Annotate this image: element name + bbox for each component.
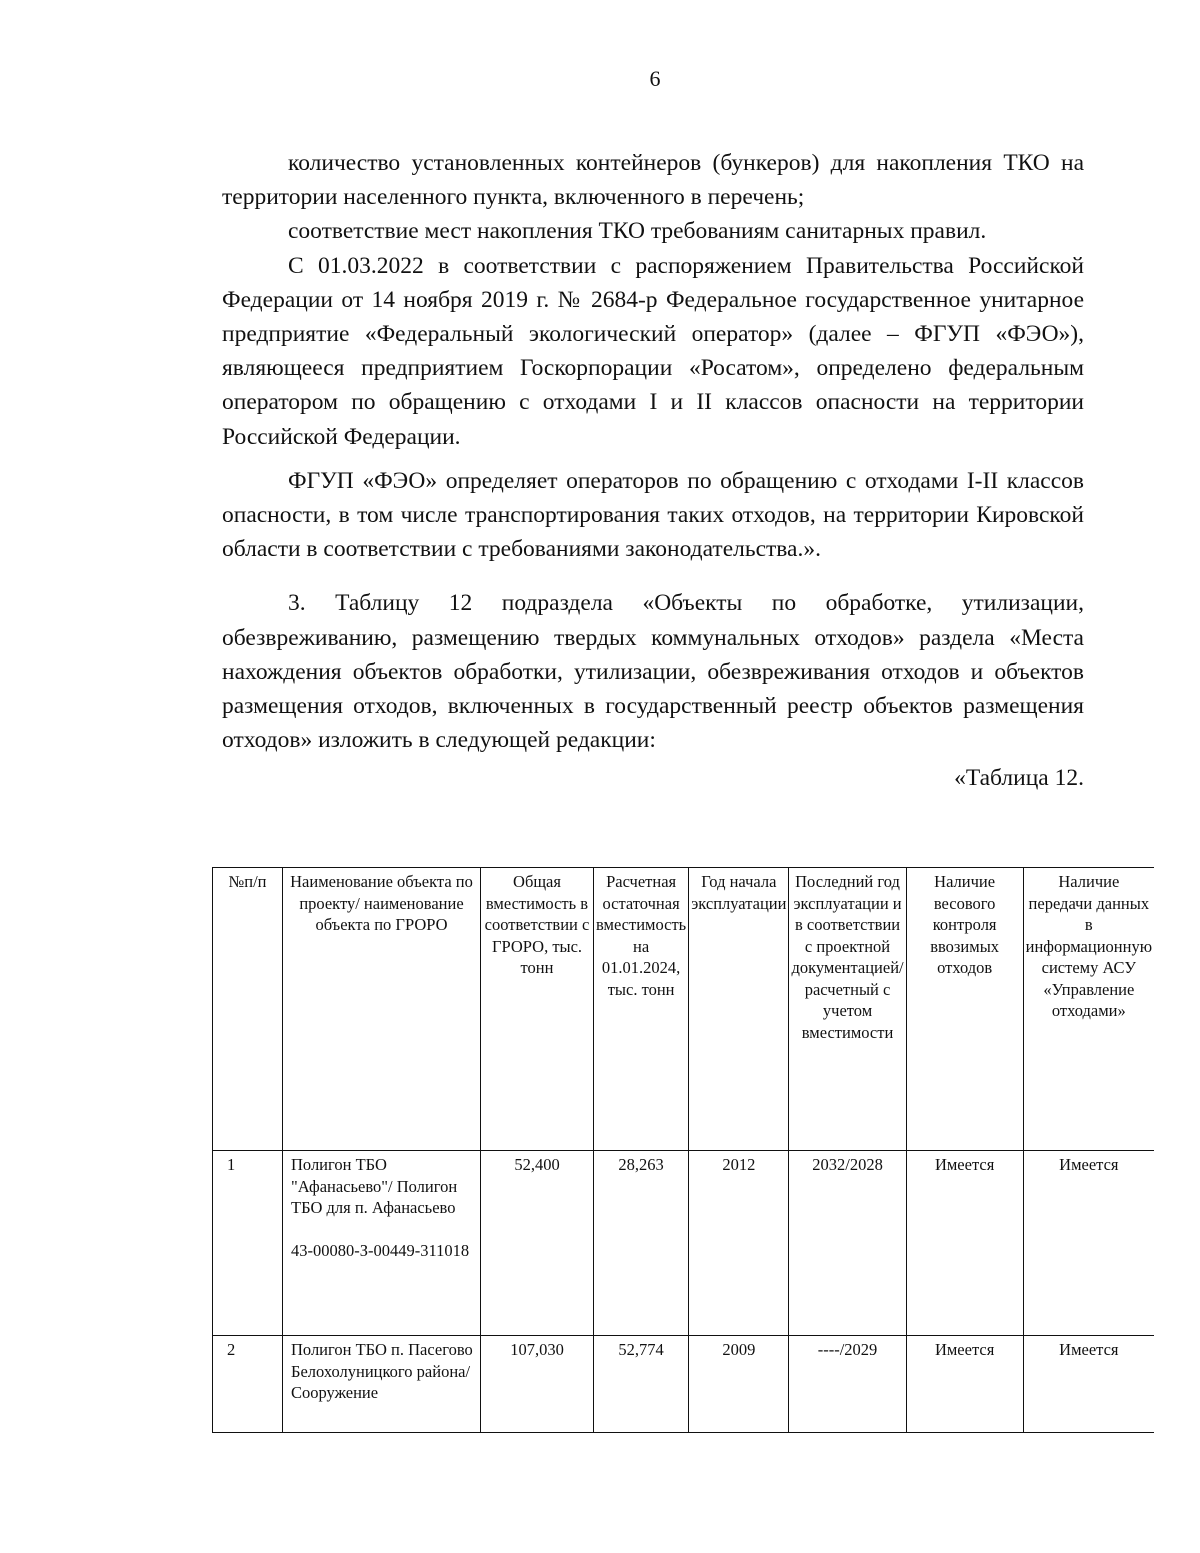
page-number: 6 [649,66,661,91]
cell-weight-control: Имеется [906,1151,1023,1336]
cell-last-year: 2032/2028 [789,1151,906,1336]
facility-name: Полигон ТБО "Афанасьево"/ Полигон ТБО для п. Афанасьево [291,1155,458,1217]
column-header-data-transfer: Наличие передачи данных в информационную систему АСУ «Управление отходами» [1023,868,1154,1151]
table-row [213,1151,1155,1336]
cell-number: 2 [213,1336,283,1433]
table-caption: «Таблица 12. [954,765,1084,792]
table-header-row [213,868,1155,1151]
cell-capacity: 107,030 [481,1336,594,1433]
column-header-name: Наименование объекта по проекту/ наименование объекта по ГРОРО [283,868,481,1151]
document-body [222,146,1084,796]
paragraph: количество установленных контейнеров (бункеров) для накопления ТКО на территории населенного пункта, включенного в перечень; [222,150,1084,211]
cell-number: 1 [213,1151,283,1336]
paragraph: 3. Таблицу 12 подраздела «Объекты по обработке, утилизации, обезвреживанию, размещению твердых коммунальных отходов» раздела «Места нахождения объектов обработки, утилизации, обезвреживания отходов и объектов размещения отходов, включенных в государственный реестр объектов размещения отходов» изложить в следующей редакции: [222,590,1084,754]
cell-remaining: 28,263 [594,1151,689,1336]
column-header-capacity: Общая вместимость в соответствии с ГРОРО, тыс. тонн [481,868,594,1151]
cell-last-year: ----/2029 [789,1336,906,1433]
cell-weight-control: Имеется [906,1336,1023,1433]
column-header-number: №п/п [213,868,283,1151]
cell-start-year: 2009 [689,1336,789,1433]
cell-data-transfer: Имеется [1023,1151,1154,1336]
column-header-last-year: Последний год эксплуатации и в соответствии с проектной документацией/ расчетный с учетом вместимости [789,868,906,1151]
cell-capacity: 52,400 [481,1151,594,1336]
cell-start-year: 2012 [689,1151,789,1336]
table-row [213,1336,1155,1433]
cell-name [283,1151,481,1336]
registry-number: 43-00080-З-00449-311018 [291,1240,470,1260]
paragraph: соответствие мест накопления ТКО требованиям санитарных правил. [288,218,987,245]
cell-name [283,1336,481,1433]
paragraph: ФГУП «ФЭО» определяет операторов по обращению с отходами I-II классов опасности, в том числе транспортирования таких отходов, на территории Кировской области в соответствии с требованиями законодательства.». [222,467,1084,563]
column-header-remaining: Расчетная остаточная вместимость на 01.01.2024, тыс. тонн [594,868,689,1151]
column-header-weight-control: Наличие весового контроля ввозимых отходов [906,868,1023,1151]
facility-name: Полигон ТБО п. Пасегово Белохолуницкого района/ Сооружение [291,1340,473,1402]
paragraph: С 01.03.2022 в соответствии с распоряжением Правительства Российской Федерации от 14 ноября 2019 г. № 2684-р Федеральное государственное унитарное предприятие «Федеральный экологический оператор» (далее – ФГУП «ФЭО»), являющееся предприятием Госкорпорации «Росатом», определено федеральным оператором по обращению с отходами I и II классов опасности на территории Российской Федерации. [222,252,1084,450]
column-header-start-year: Год начала эксплуатации [689,868,789,1151]
cell-data-transfer: Имеется [1023,1336,1154,1433]
landfill-table [212,867,1154,1433]
cell-remaining: 52,774 [594,1336,689,1433]
